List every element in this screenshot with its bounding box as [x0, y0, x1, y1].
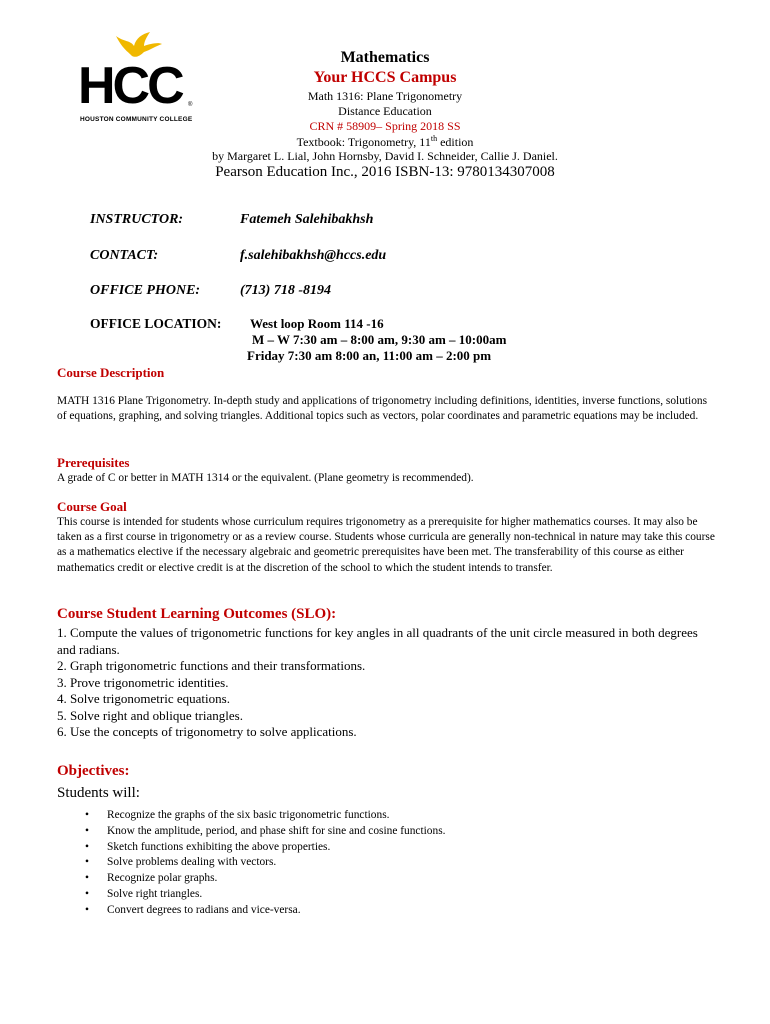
subject-title: Mathematics — [340, 49, 430, 66]
slo-heading: Course Student Learning Outcomes (SLO): — [57, 606, 337, 622]
phone-label: OFFICE PHONE: — [90, 283, 201, 298]
slo-item: 1. Compute the values of trigonometric functions for key angles in all quadrants of the unit circle measured in both degrees and radians. — [57, 625, 698, 657]
slo-item: 6. Use the concepts of trigonometry to solve applications. — [57, 724, 357, 739]
contact-email[interactable]: f.salehibakhsh@hccs.edu — [240, 248, 387, 263]
textbook-line: Textbook: Trigonometry, 11th edition — [296, 134, 474, 149]
course-name: Math 1316: Plane Trigonometry — [307, 89, 463, 103]
slo-item: 5. Solve right and oblique triangles. — [57, 707, 243, 723]
authors-line: by Margaret L. Lial, John Hornsby, David I. Schneider, Callie J. Daniel. — [212, 149, 558, 163]
publisher-line: Pearson Education Inc., 2016 ISBN-13: 9780134307008 — [215, 164, 555, 180]
objective-item: • Solve right triangles. — [107, 887, 445, 903]
objective-item: • Solve problems dealing with vectors. — [107, 855, 445, 871]
contact-label: CONTACT: — [90, 248, 159, 263]
office-hours-mw: M – W 7:30 am – 8:00 am, 9:30 am – 10:00am — [252, 332, 507, 347]
location-room: West loop Room 114 -16 — [250, 316, 384, 331]
prereq-text: A grade of C or better in MATH 1314 or the equivalent. (Plane geometry is recommended). — [57, 472, 474, 484]
logo-letters: HCC — [78, 57, 182, 115]
logo-registered: ® — [188, 102, 193, 108]
objective-item: • Sketch functions exhibiting the above properties. — [107, 840, 445, 856]
objectives-intro: Students will: — [57, 785, 140, 801]
slo-item: 4. Solve trigonometric equations. — [57, 691, 230, 706]
goal-text: This course is intended for students whose curriculum requires trigonometry as a prerequisite for higher mathematics courses. It may also be taken as a first course in trigonometry or as a review course. Students whose curricula are generally non-technical in nature may take this course as a mathematics elective if the necessary algebraic and geometric prerequisites have been met. The transferability of this course as either mathematics credit or elective credit is at the discretion of the school to which the student intends to transfer. — [57, 516, 715, 574]
location-label: OFFICE LOCATION: — [90, 316, 222, 331]
objectives-heading: Objectives: — [57, 763, 130, 779]
logo-college-name: HOUSTON COMMUNITY COLLEGE — [80, 116, 193, 123]
course-mode: Distance Education — [338, 104, 432, 118]
office-phone: (713) 718 -8194 — [240, 283, 331, 298]
description-heading: Course Description — [57, 365, 165, 380]
instructor-name: Fatemeh Salehibakhsh — [240, 212, 374, 227]
slo-item: 3. Prove trigonometric identities. — [57, 674, 229, 690]
objective-item: • Recognize polar graphs. — [107, 871, 445, 887]
prereq-heading: Prerequisites — [57, 455, 130, 470]
crn-line: CRN # 58909– Spring 2018 SS — [309, 119, 461, 133]
objective-item: • Convert degrees to radians and vice-versa. — [107, 903, 445, 919]
objectives-list — [57, 808, 445, 919]
description-text: MATH 1316 Plane Trigonometry. In-depth study and applications of trigonometry including definitions, identities, inverse functions, solutions of equations, graphing, and solving triangles. Additional topics such as vectors, polar coordinates and parametric equations may be included. — [57, 395, 708, 423]
objective-item: • Know the amplitude, period, and phase shift for sine and cosine functions. — [107, 824, 445, 840]
campus-title: Your HCCS Campus — [313, 69, 457, 86]
office-hours-friday: Friday 7:30 am 8:00 an, 11:00 am – 2:00 pm — [247, 348, 492, 363]
goal-heading: Course Goal — [57, 499, 127, 514]
instructor-label: INSTRUCTOR: — [90, 212, 184, 227]
objective-item: • Recognize the graphs of the six basic trigonometric functions. — [107, 808, 445, 824]
slo-item: 2. Graph trigonometric functions and their transformations. — [57, 658, 366, 673]
slo-list — [57, 625, 717, 741]
